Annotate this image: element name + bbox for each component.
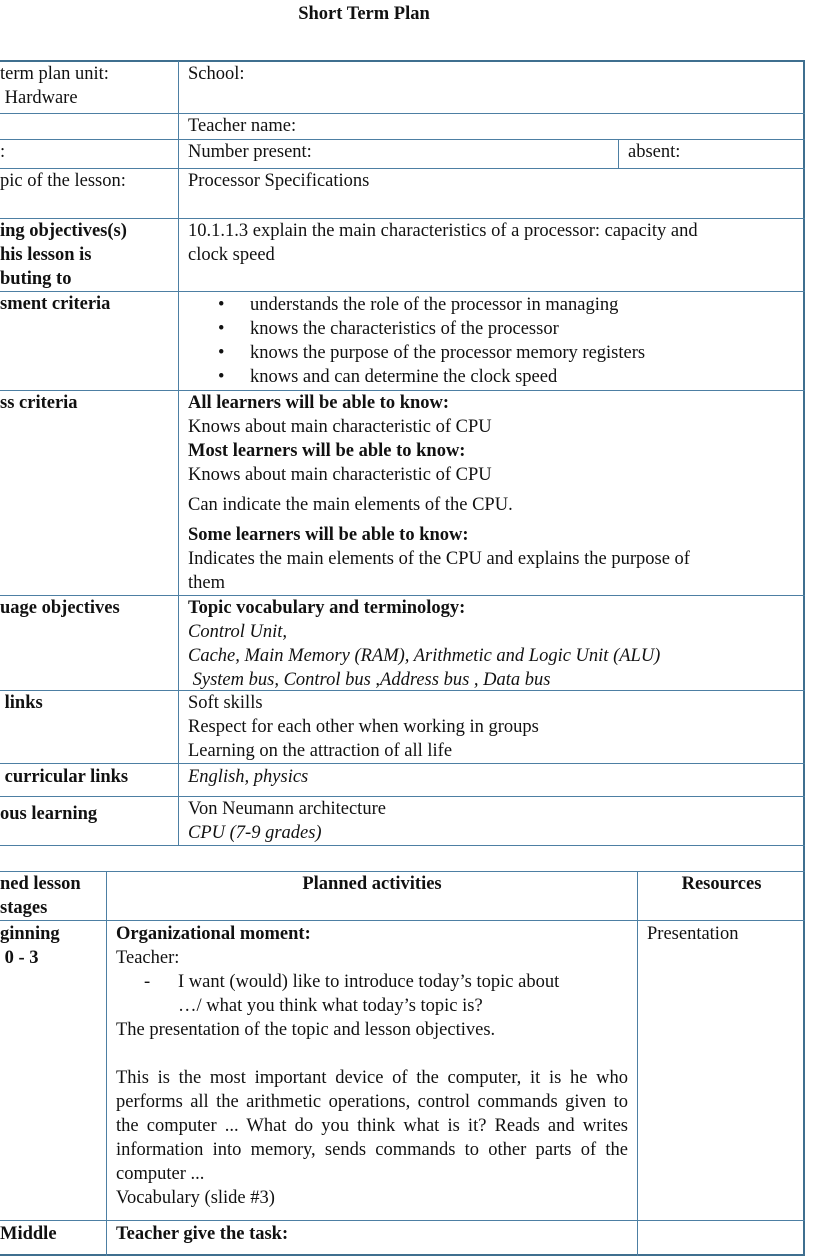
previous-learning-value [179,797,805,845]
assessment-criteria-value [179,293,805,389]
document-title: Short Term Plan [298,4,430,24]
topic-label: pic of the lesson: [0,171,126,191]
number-present-field: Number present: [188,142,312,162]
dash-line: I want (would) like to introduce today’s topic about [178,972,560,992]
resources-header: Resources [681,874,762,894]
objective-line: clock speed [188,245,275,265]
grade-label: : [0,142,6,162]
stage-line: 0 - 3 [0,948,39,968]
vocabulary-slide-note: Vocabulary (slide #3) [116,1188,275,1208]
label-line: his lesson is [0,245,92,265]
most-learners-text: Can indicate the main elements of the CPU. [188,495,513,515]
list-item: • knows the purpose of the processor memory registers [218,341,805,365]
learning-objectives-value [179,219,805,267]
language-objectives-label: uage objectives [0,598,120,618]
value-links-value [179,691,805,763]
unit-label-line: Hardware [0,88,78,108]
teacher-name-field: Teacher name: [188,116,297,136]
some-learners-text: Indicates the main elements of the CPU and explains the purpose of [188,549,690,569]
organizational-moment-heading: Organizational moment: [116,924,311,944]
unit-label [0,62,178,110]
cross-curricular-label: curricular links [0,767,129,787]
most-learners-text: Knows about main characteristic of CPU [188,465,492,485]
assessment-criteria-list [188,293,805,389]
beginning-stage [0,922,106,970]
header-line: stages [0,898,48,918]
dash-line: …/ what you think what today’s topic is? [178,996,483,1016]
vocabulary-line: System bus, Control bus ,Address bus , Data bus [188,670,551,690]
cross-curricular-value: English, physics [188,767,309,787]
stage-line: ginning [0,924,60,944]
row-divider [0,845,805,846]
all-learners-heading: All learners will be able to know: [188,393,450,413]
learning-objectives-label [0,219,178,291]
row-divider [0,763,805,764]
absent-field: absent: [628,142,681,162]
list-item: • knows the characteristics of the processor [218,317,805,341]
vocabulary-line: Control Unit, [188,622,288,642]
presentation-line: The presentation of the topic and lesson objectives. [116,1020,496,1040]
language-objectives-value [179,596,805,692]
middle-task-heading: Teacher give the task: [116,1224,289,1244]
row-divider [0,920,805,921]
success-criteria-value [179,391,805,595]
previous-learning-line: Von Neumann architecture [188,799,386,819]
value-link-line: Respect for each other when working in groups [188,717,539,737]
list-item: • knows and can determine the clock speed [218,365,805,389]
row-divider [0,1220,805,1221]
vocabulary-heading: Topic vocabulary and terminology: [188,598,466,618]
topic-value: Processor Specifications [188,171,370,191]
all-learners-text: Knows about main characteristic of CPU [188,417,492,437]
header-line: ned lesson [0,874,81,894]
school-field: School: [188,64,245,84]
label-line: ing objectives(s) [0,221,127,241]
spacer [116,1042,637,1066]
value-link-line: Soft skills [188,693,263,713]
lesson-stages-header [0,872,106,920]
planned-activities-header: Planned activities [302,874,442,894]
value-links-label: links [0,693,43,713]
success-criteria-label: ss criteria [0,393,78,413]
previous-learning-line: CPU (7-9 grades) [188,823,322,843]
objective-line: 10.1.1.3 explain the main characteristics of a processor: capacity and [188,221,698,241]
label-line: buting to [0,269,72,289]
processor-description: This is the most important device of the computer, it is he who performs all the arithmetic operations, control commands given to the computer ... What do you think what is it? Reads and writes information into memory, sends commands to other parts of the computer ... [116,1068,628,1184]
some-learners-text: them [188,573,225,593]
value-link-line: Learning on the attraction of all life [188,741,453,761]
most-learners-heading: Most learners will be able to know: [188,441,466,461]
middle-stage: Middle [0,1224,57,1244]
previous-learning-label: ous learning [0,804,98,824]
dash-mark: - [144,972,151,992]
teacher-label: Teacher: [116,948,180,968]
beginning-activities [107,922,637,1210]
list-item: • understands the role of the processor in managing [218,293,805,317]
assessment-criteria-label: sment criteria [0,294,111,314]
some-learners-heading: Some learners will be able to know: [188,525,469,545]
unit-label-line: term plan unit: [0,64,109,84]
dash-item [116,970,637,1018]
beginning-resource: Presentation [647,924,739,944]
vocabulary-line: Cache, Main Memory (RAM), Arithmetic and Logic Unit (ALU) [188,646,661,666]
